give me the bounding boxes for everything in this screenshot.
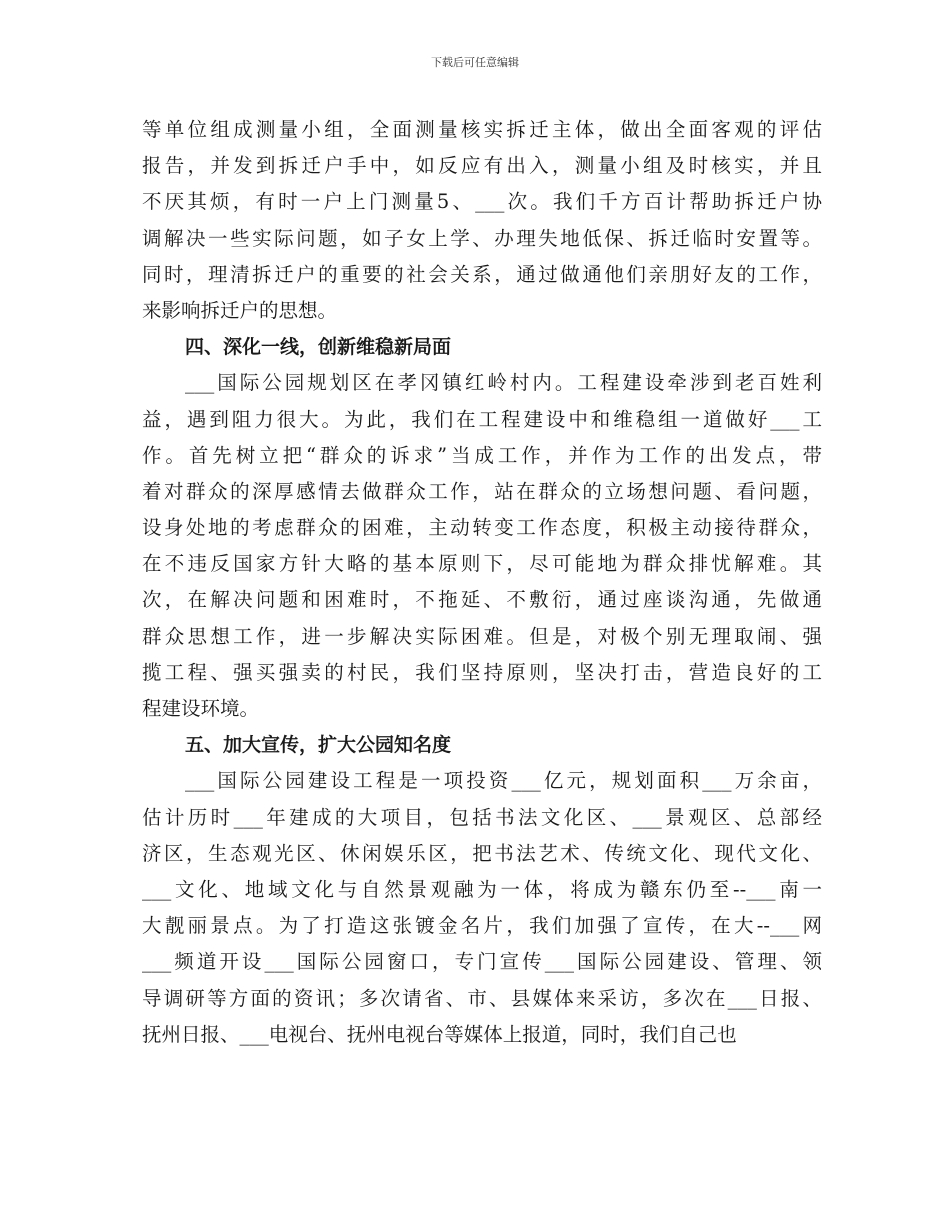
text-line: 导调研等方面的资讯；多次请省、市、县媒体来采访，多次在___日报、 [142,986,822,1010]
text-line: 估计历时___年建成的大项目，包括书法文化区、___景观区、总部经 [142,805,822,829]
text-line: ___文化、地域文化与自然景观融为一体，将成为赣东仍至--___南一 [142,877,822,901]
text-line: 报告，并发到拆迁户手中，如反应有出入，测量小组及时核实，并且 [142,154,822,178]
page-header: 下载后可任意编辑 [431,56,519,69]
text-line: 益，遇到阻力很大。为此，我们在工程建设中和维稳组一道做好___工 [142,407,822,431]
text-line: 抚州日报、___电视台、抚州电视台等媒体上报道，同时，我们自己也 [142,1022,737,1046]
text-line: 济区，生态观光区、休闲娱乐区，把书法艺术、传统文化、现代文化、 [142,841,822,865]
text-line: 来影响拆迁户的思想。 [142,298,338,322]
text-line: 揽工程、强买强卖的村民，我们坚持原则，坚决打击，营造良好的工 [142,660,822,684]
text-line: ___国际公园规划区在孝冈镇红岭村内。工程建设牵涉到老百姓利 [185,371,822,395]
text-line: 次，在解决问题和困难时，不拖延、不敷衍，通过座谈沟通，先做通 [142,588,822,612]
text-line: ___频道开设___国际公园窗口，专门宣传___国际公园建设、管理、领 [142,950,822,974]
text-line: 着对群众的深厚感情去做群众工作，站在群众的立场想问题、看问题， [142,479,822,503]
text-line: 群众思想工作，进一步解决实际困难。但是，对极个别无理取闹、强 [142,624,822,648]
text-line: 大靓丽景点。为了打造这张镀金名片，我们加强了宣传，在大--___网 [142,914,822,938]
text-line: 作。首先树立把“群众的诉求”当成工作，并作为工作的出发点，带 [142,443,822,467]
text-line: 等单位组成测量小组，全面测量核实拆迁主体，做出全面客观的评估 [142,118,822,141]
text-line: 程建设环境。 [142,697,260,720]
section-heading: 四、深化一线，创新维稳新局面 [185,336,452,359]
section-heading: 五、加大宣传，扩大公园知名度 [185,734,452,757]
text-line: 同时，理清拆迁户的重要的社会关系，通过做通他们亲朋好友的工作， [142,262,822,286]
document-body [142,112,822,1053]
text-line: 在不违反国家方针大略的基本原则下，尽可能地为群众排忧解难。其 [142,552,822,576]
text-line: 调解决一些实际问题，如子女上学、办理失地低保、拆迁临时安置等。 [142,226,822,250]
text-line: 设身处地的考虑群众的困难，主动转变工作态度，积极主动接待群众， [142,516,822,540]
text-line: ___国际公园建设工程是一项投资___亿元，规划面积___万余亩， [185,769,822,793]
text-line: 不厌其烦，有时一户上门测量5、___次。我们千方百计帮助拆迁户协 [142,190,822,214]
